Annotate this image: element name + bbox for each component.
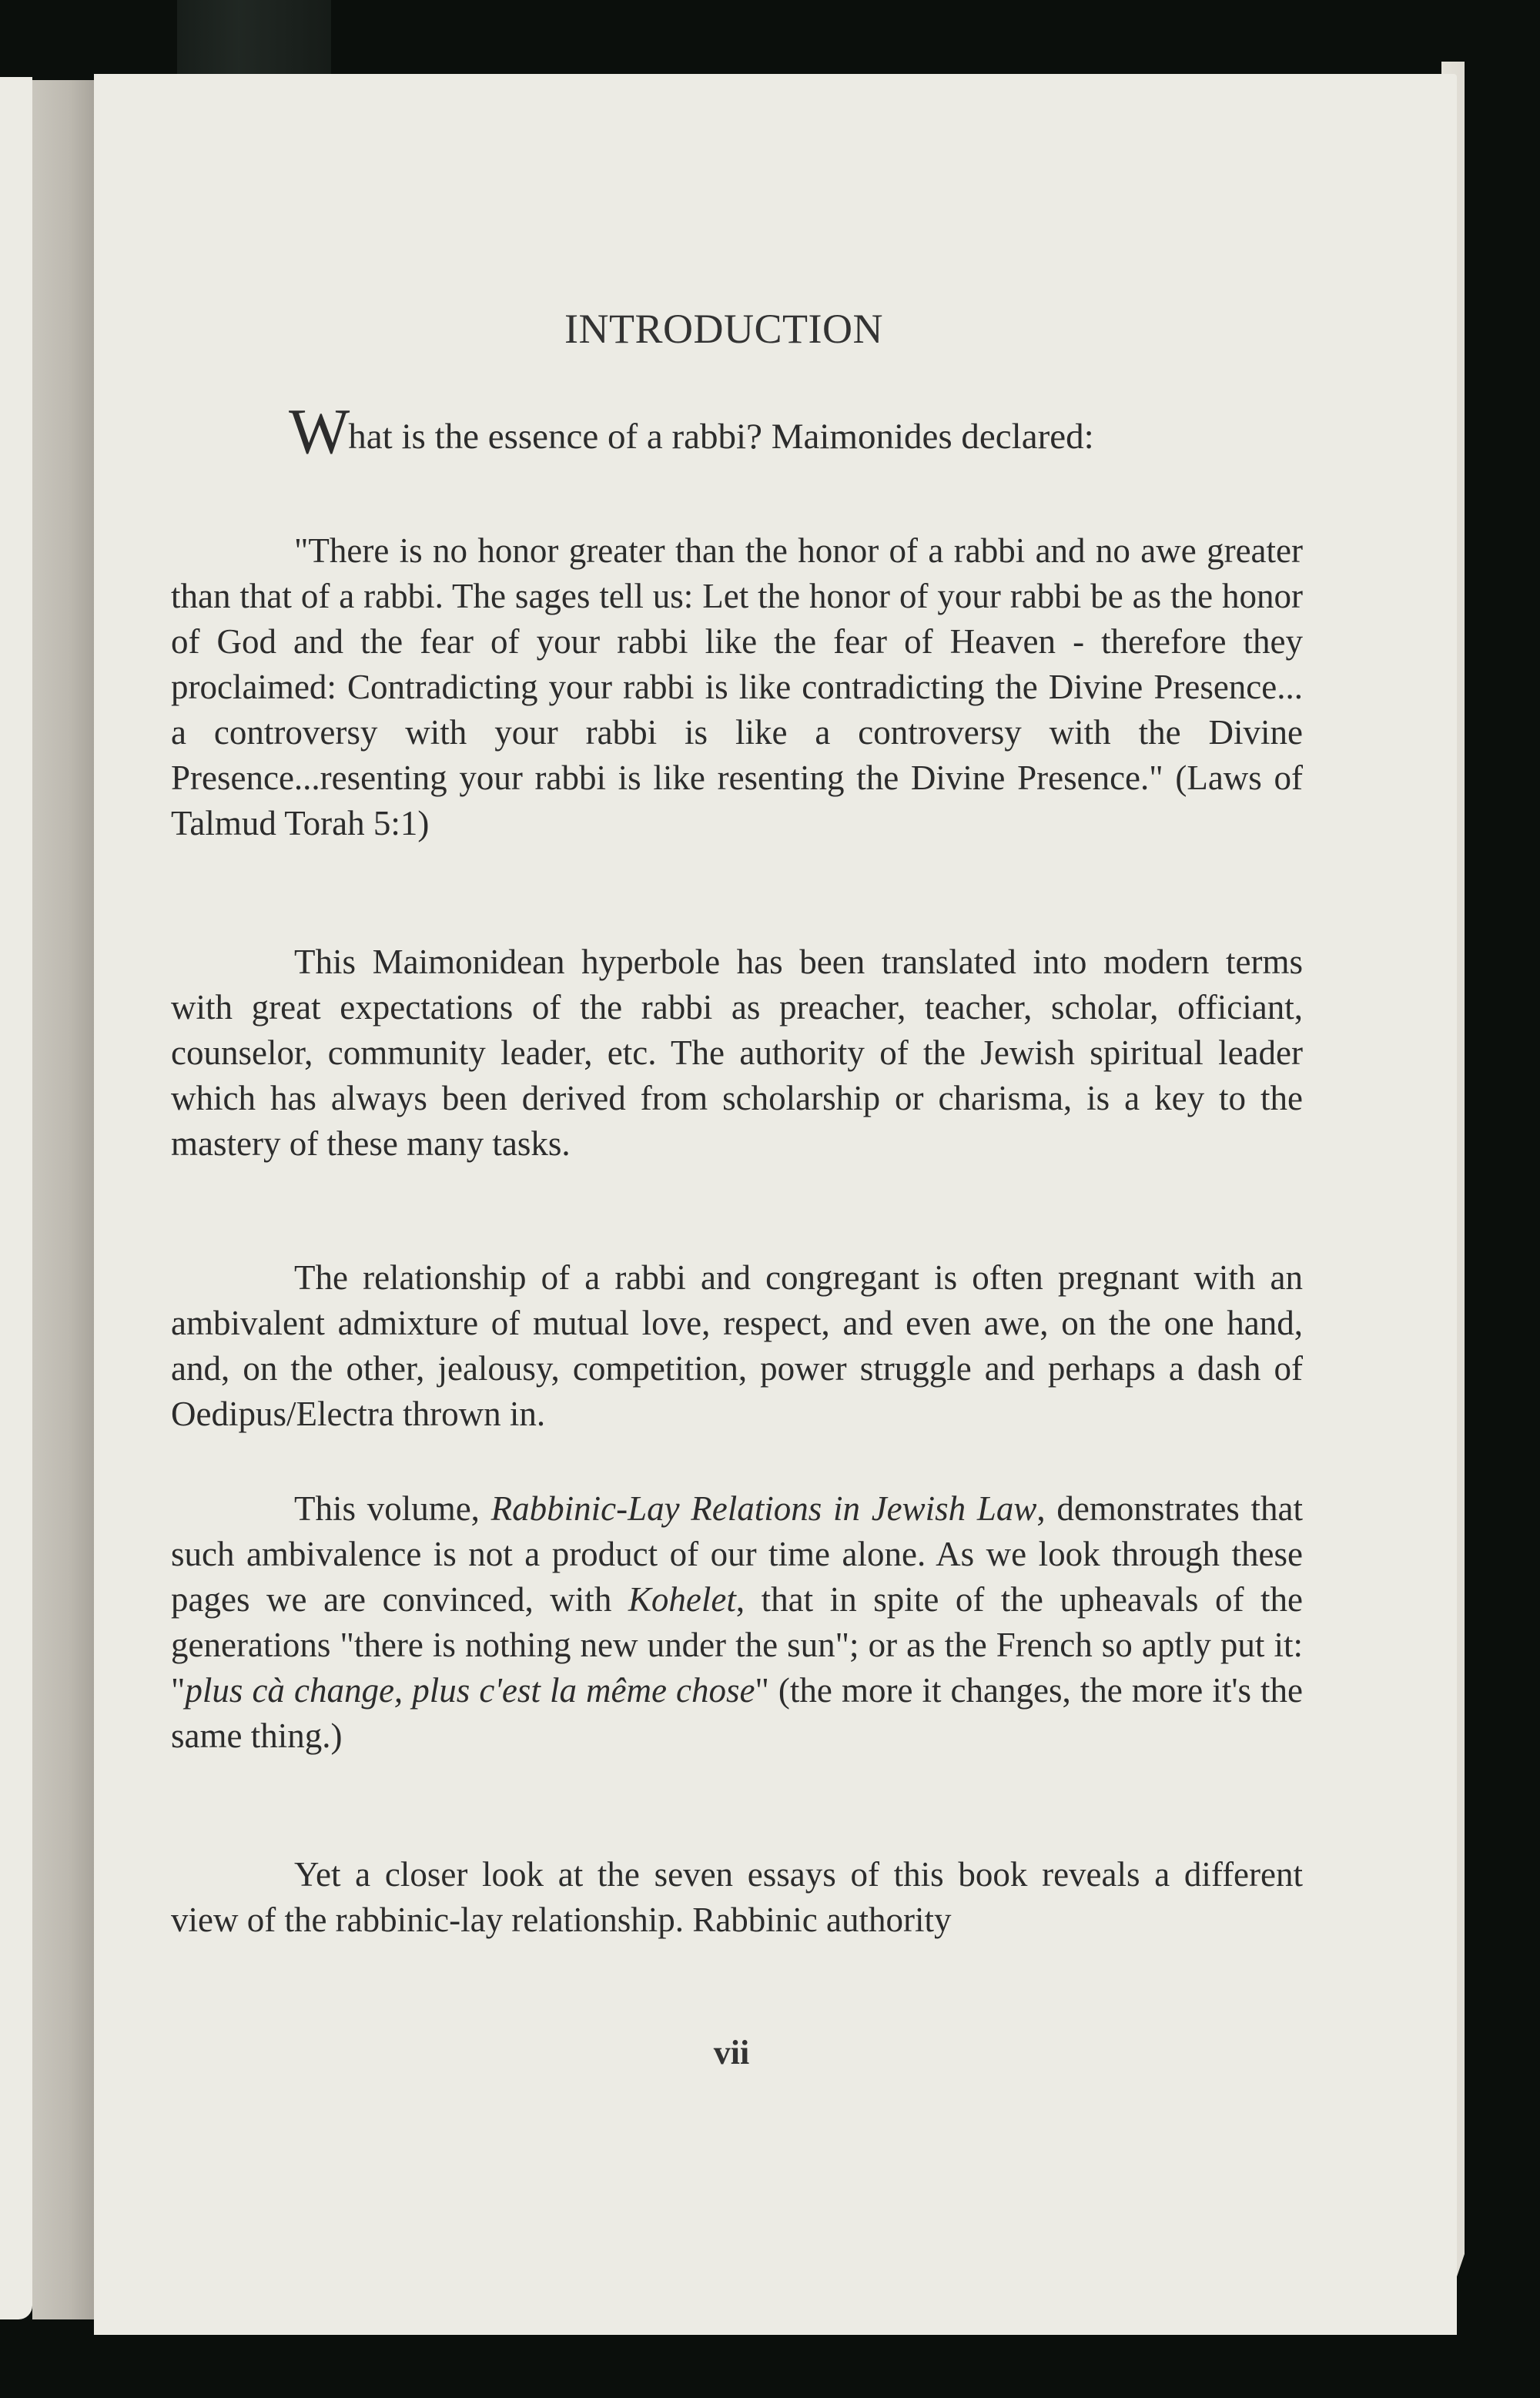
- p4-text-c: , that in spite of the upheavals of the generations "there is nothing new under the sun"; or as the French so aptly put it: ": [171, 1580, 1303, 1710]
- chapter-title: INTRODUCTION: [564, 306, 883, 352]
- p4-text-a: This volume,: [294, 1489, 491, 1528]
- facing-page-edge: [0, 77, 32, 2319]
- paragraph-maimonides-quote: "There is no honor greater than the honor of a rabbi and no awe greater than that of a rabbi. The sages tell us: Let the honor of your rabbi be as the honor of God and the fear of your rabbi like the fear of Heaven - therefore they proclaimed: Contradicting your rabbi is like contradicting the Divine Presence... a controversy with your rabbi is like a controversy with the Divine Presence...resenting your rabbi is like resenting the Divine Presence." (Laws of Talmud Torah 5:1): [171, 531, 1303, 842]
- paragraph-relationship: The relationship of a rabbi and congregant is often pregnant with an ambivalent admixture of mutual love, respect, and even awe, on the one hand, and, on the other, jealousy, competition, power struggle and perhaps a dash of Oedipus/Electra thrown in.: [171, 1258, 1303, 1433]
- paragraph-closer-look: Yet a closer look at the seven essays of this book reveals a different view of the rabbinic-lay relationship. Rabbinic authority: [171, 1855, 1303, 1939]
- kohelet-reference: Kohelet: [628, 1580, 736, 1619]
- paragraph-hyperbole: This Maimonidean hyperbole has been translated into modern terms with great expectations of the rabbi as preacher, teacher, scholar, officiant, counselor, community leader, etc. The authority of the Jewish spiritual leader which has always been derived from scholarship or charisma, is a key to the mastery of these many tasks.: [171, 943, 1303, 1163]
- book-title: Rabbinic-Lay Relations in Jewish Law: [490, 1489, 1037, 1528]
- page-number: vii: [713, 2034, 750, 2071]
- p4-text-d: " (the more it changes, the more it's the same thing.): [171, 1671, 1304, 1755]
- drop-cap: W: [289, 396, 350, 467]
- opening-line: [289, 396, 1094, 467]
- french-quote: plus cà change, plus c'est la même chose: [185, 1671, 755, 1710]
- p4-text-b: , demonstrates that such ambivalence is not a product of our time alone. As we look through these pages we are convinced, with: [171, 1489, 1303, 1619]
- opening-line-text: hat is the essence of a rabbi? Maimonides declared:: [348, 417, 1094, 457]
- background-surface: [177, 0, 331, 77]
- book-gutter-shadow: [32, 80, 94, 2319]
- paragraph-this-volume: [171, 1486, 1303, 1759]
